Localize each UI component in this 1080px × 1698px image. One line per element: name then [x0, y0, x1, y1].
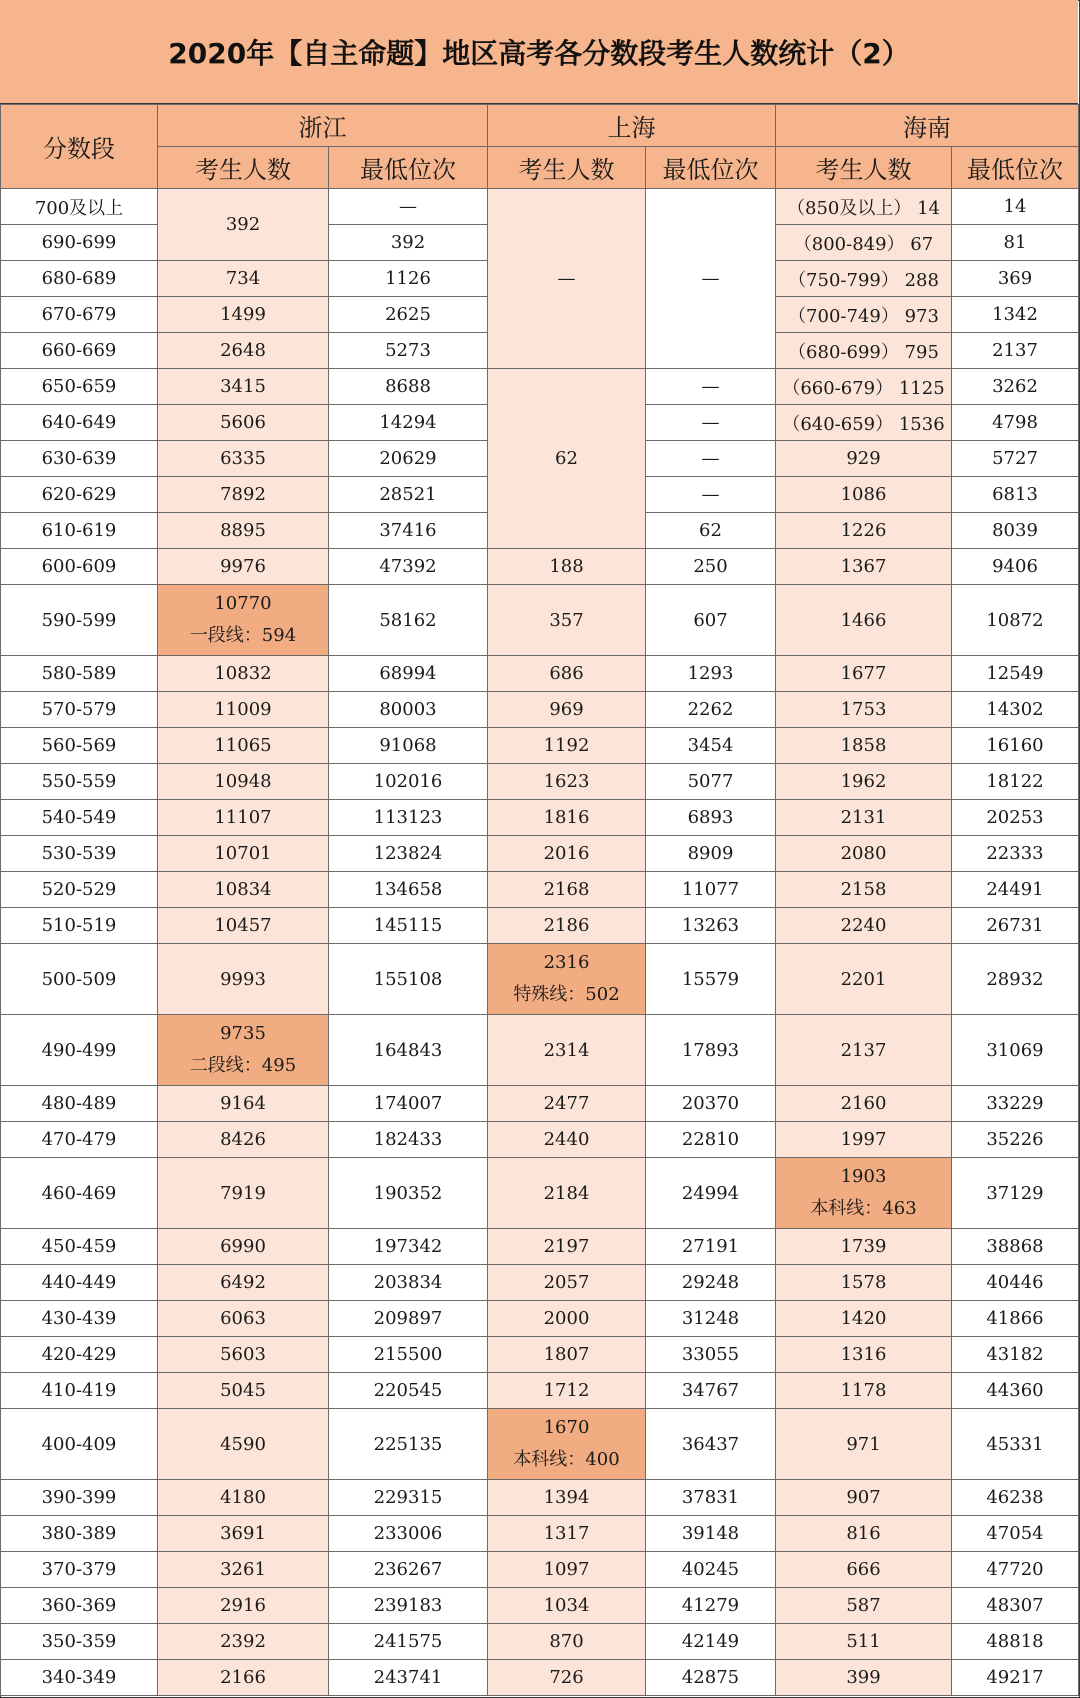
- zhejiang-rank-cell: 8688: [329, 369, 488, 405]
- zhejiang-count-cell: 8426: [158, 1122, 329, 1158]
- hainan-count-cell: 511: [776, 1624, 952, 1660]
- shanghai-rank-cell: 31248: [646, 1301, 776, 1337]
- segment-cell: 360-369: [1, 1588, 158, 1624]
- hainan-rank-cell: 45331: [952, 1409, 1079, 1480]
- hainan-count-cell: 2080: [776, 836, 952, 872]
- zhejiang-count-cell: 5045: [158, 1373, 329, 1409]
- hainan-rank-cell: 37129: [952, 1158, 1079, 1229]
- table-row: [1, 1337, 1079, 1373]
- shanghai-count-cell: 188: [488, 549, 646, 585]
- shanghai-count-cell: 2197: [488, 1229, 646, 1265]
- shanghai-rank-cell: 37831: [646, 1480, 776, 1516]
- shanghai-rank-cell: 34767: [646, 1373, 776, 1409]
- segment-cell: 380-389: [1, 1516, 158, 1552]
- hainan-count-cell: 1677: [776, 656, 952, 692]
- cutoff-line-note: 一段线：594: [189, 625, 297, 646]
- shanghai-rank-cell: 17893: [646, 1015, 776, 1086]
- zhejiang-rank-cell: 91068: [329, 728, 488, 764]
- hainan-rank-cell: 20253: [952, 800, 1079, 836]
- segment-cell: 680-689: [1, 261, 158, 297]
- segment-cell: 590-599: [1, 585, 158, 656]
- shanghai-rank-cell: 20370: [646, 1086, 776, 1122]
- zhejiang-rank-cell: 47392: [329, 549, 488, 585]
- zhejiang-count-cell: 3415: [158, 369, 329, 405]
- hainan-rank-cell: 6813: [952, 477, 1079, 513]
- zhejiang-count-cell: 9164: [158, 1086, 329, 1122]
- hainan-count-cell: [776, 1158, 952, 1229]
- zhejiang-rank-cell: 220545: [329, 1373, 488, 1409]
- zhejiang-rank-cell: 203834: [329, 1265, 488, 1301]
- table-row: [1, 1015, 1079, 1086]
- col-header-shanghai-count: 考生人数: [488, 147, 646, 189]
- col-header-hainan: 海南: [776, 105, 1079, 147]
- shanghai-count-cell: 1034: [488, 1588, 646, 1624]
- col-header-segment: 分数段: [1, 105, 158, 189]
- hainan-rank-cell: 4798: [952, 405, 1079, 441]
- zhejiang-count-cell: 2392: [158, 1624, 329, 1660]
- hainan-count-cell: 1578: [776, 1265, 952, 1301]
- segment-cell: 700及以上: [1, 189, 158, 225]
- zhejiang-count-cell: 10457: [158, 908, 329, 944]
- zhejiang-rank-cell: 209897: [329, 1301, 488, 1337]
- segment-cell: 540-549: [1, 800, 158, 836]
- hainan-rank-cell: 44360: [952, 1373, 1079, 1409]
- shanghai-rank-cell: 29248: [646, 1265, 776, 1301]
- col-header-shanghai: 上海: [488, 105, 776, 147]
- zhejiang-count-cell: 734: [158, 261, 329, 297]
- cutoff-line-note: 本科线：463: [810, 1198, 917, 1219]
- zhejiang-rank-cell: 14294: [329, 405, 488, 441]
- zhejiang-rank-cell: 145115: [329, 908, 488, 944]
- shanghai-rank-cell: 11077: [646, 872, 776, 908]
- shanghai-count-cell: 2314: [488, 1015, 646, 1086]
- table-row: [1, 764, 1079, 800]
- hainan-rank-cell: 369: [952, 261, 1079, 297]
- zhejiang-rank-cell: 20629: [329, 441, 488, 477]
- segment-cell: 600-609: [1, 549, 158, 585]
- segment-cell: 560-569: [1, 728, 158, 764]
- col-header-zhejiang-count: 考生人数: [158, 147, 329, 189]
- hainan-count-cell: 1420: [776, 1301, 952, 1337]
- zhejiang-count-cell: 10832: [158, 656, 329, 692]
- zhejiang-count-cell: 8895: [158, 513, 329, 549]
- shanghai-count-cell: [488, 1409, 646, 1480]
- hainan-count-cell: 587: [776, 1588, 952, 1624]
- zhejiang-count-cell: 1499: [158, 297, 329, 333]
- zhejiang-count-cell: 6335: [158, 441, 329, 477]
- hainan-count-cell: 929: [776, 441, 952, 477]
- zhejiang-rank-cell: 1126: [329, 261, 488, 297]
- hainan-rank-cell: 14: [952, 189, 1079, 225]
- hainan-rank-cell: 28932: [952, 944, 1079, 1015]
- zhejiang-count-cell: 10701: [158, 836, 329, 872]
- hainan-count-cell: 1316: [776, 1337, 952, 1373]
- zhejiang-rank-cell: 190352: [329, 1158, 488, 1229]
- zhejiang-count-cell: 11107: [158, 800, 329, 836]
- zhejiang-count-cell: 7892: [158, 477, 329, 513]
- zhejiang-count-cell: 5606: [158, 405, 329, 441]
- cell-value: 1903: [840, 1166, 887, 1187]
- cutoff-line-note: 本科线：400: [513, 1449, 620, 1470]
- segment-cell: 450-459: [1, 1229, 158, 1265]
- hainan-count-cell: 2137: [776, 1015, 952, 1086]
- zhejiang-rank-cell: 102016: [329, 764, 488, 800]
- table-row: [1, 800, 1079, 836]
- shanghai-count-cell: 1097: [488, 1552, 646, 1588]
- segment-cell: 390-399: [1, 1480, 158, 1516]
- segment-cell: 420-429: [1, 1337, 158, 1373]
- hainan-count-cell: 971: [776, 1409, 952, 1480]
- table-row: [1, 836, 1079, 872]
- segment-cell: 550-559: [1, 764, 158, 800]
- shanghai-rank-cell: 6893: [646, 800, 776, 836]
- hainan-count-cell: 1739: [776, 1229, 952, 1265]
- zhejiang-rank-cell: —: [329, 189, 488, 225]
- zhejiang-rank-cell: 243741: [329, 1660, 488, 1696]
- hainan-count-cell: 1753: [776, 692, 952, 728]
- hainan-count-cell: 2160: [776, 1086, 952, 1122]
- zhejiang-rank-cell: 392: [329, 225, 488, 261]
- col-header-zhejiang: 浙江: [158, 105, 488, 147]
- segment-cell: 690-699: [1, 225, 158, 261]
- shanghai-rank-cell: 2262: [646, 692, 776, 728]
- shanghai-rank-cell: 13263: [646, 908, 776, 944]
- shanghai-count-cell: 2477: [488, 1086, 646, 1122]
- hainan-rank-cell: 33229: [952, 1086, 1079, 1122]
- table-row: [1, 1552, 1079, 1588]
- shanghai-rank-cell: 607: [646, 585, 776, 656]
- zhejiang-count-cell: [158, 1015, 329, 1086]
- segment-cell: 650-659: [1, 369, 158, 405]
- zhejiang-rank-cell: 164843: [329, 1015, 488, 1086]
- hainan-count-cell: 399: [776, 1660, 952, 1696]
- cutoff-line-note: 特殊线：502: [513, 984, 620, 1005]
- zhejiang-count-cell: 9976: [158, 549, 329, 585]
- hainan-rank-cell: 35226: [952, 1122, 1079, 1158]
- segment-cell: 500-509: [1, 944, 158, 1015]
- shanghai-rank-cell: 42875: [646, 1660, 776, 1696]
- zhejiang-rank-cell: 123824: [329, 836, 488, 872]
- zhejiang-count-cell: 9993: [158, 944, 329, 1015]
- hainan-rank-cell: 48818: [952, 1624, 1079, 1660]
- shanghai-rank-cell: 41279: [646, 1588, 776, 1624]
- table-row: [1, 1229, 1079, 1265]
- shanghai-count-cell: [488, 944, 646, 1015]
- hainan-count-cell: 2201: [776, 944, 952, 1015]
- zhejiang-rank-cell: 182433: [329, 1122, 488, 1158]
- hainan-rank-cell: 26731: [952, 908, 1079, 944]
- table-row: [1, 1660, 1079, 1696]
- hainan-rank-cell: 49217: [952, 1660, 1079, 1696]
- score-distribution-table: [0, 104, 1079, 1696]
- hainan-count-cell: 1962: [776, 764, 952, 800]
- hainan-count-cell: 2240: [776, 908, 952, 944]
- zhejiang-count-cell: 392: [158, 189, 329, 261]
- table-row: [1, 1480, 1079, 1516]
- segment-cell: 520-529: [1, 872, 158, 908]
- table-row: [1, 1158, 1079, 1229]
- segment-cell: 460-469: [1, 1158, 158, 1229]
- shanghai-rank-cell: —: [646, 441, 776, 477]
- shanghai-rank-cell: 250: [646, 549, 776, 585]
- table-row: [1, 1624, 1079, 1660]
- shanghai-rank-cell: 1293: [646, 656, 776, 692]
- col-header-hainan-rank: 最低位次: [952, 147, 1079, 189]
- segment-cell: 630-639: [1, 441, 158, 477]
- zhejiang-count-cell: 4590: [158, 1409, 329, 1480]
- hainan-count-cell: 1466: [776, 585, 952, 656]
- segment-cell: 410-419: [1, 1373, 158, 1409]
- table-row: [1, 369, 1079, 405]
- zhejiang-rank-cell: 229315: [329, 1480, 488, 1516]
- shanghai-count-cell: 870: [488, 1624, 646, 1660]
- shanghai-rank-cell: 36437: [646, 1409, 776, 1480]
- zhejiang-rank-cell: 58162: [329, 585, 488, 656]
- segment-cell: 350-359: [1, 1624, 158, 1660]
- zhejiang-count-cell: 6492: [158, 1265, 329, 1301]
- hainan-count-cell: 1858: [776, 728, 952, 764]
- hainan-count-cell: （800-849） 67: [776, 225, 952, 261]
- zhejiang-rank-cell: 197342: [329, 1229, 488, 1265]
- shanghai-count-cell: 1317: [488, 1516, 646, 1552]
- hainan-rank-cell: 14302: [952, 692, 1079, 728]
- hainan-rank-cell: 46238: [952, 1480, 1079, 1516]
- hainan-count-cell: 816: [776, 1516, 952, 1552]
- segment-cell: 580-589: [1, 656, 158, 692]
- hainan-count-cell: 666: [776, 1552, 952, 1588]
- shanghai-count-cell: 2016: [488, 836, 646, 872]
- shanghai-rank-cell: 27191: [646, 1229, 776, 1265]
- segment-cell: 610-619: [1, 513, 158, 549]
- zhejiang-rank-cell: 155108: [329, 944, 488, 1015]
- table-row: [1, 1265, 1079, 1301]
- col-header-hainan-count: 考生人数: [776, 147, 952, 189]
- hainan-rank-cell: 2137: [952, 333, 1079, 369]
- zhejiang-rank-cell: 241575: [329, 1624, 488, 1660]
- hainan-count-cell: 1367: [776, 549, 952, 585]
- table-row: [1, 189, 1079, 225]
- zhejiang-rank-cell: 215500: [329, 1337, 488, 1373]
- zhejiang-count-cell: 3691: [158, 1516, 329, 1552]
- cell-value: 1670: [543, 1417, 590, 1438]
- shanghai-rank-cell: —: [646, 477, 776, 513]
- shanghai-rank-cell: 40245: [646, 1552, 776, 1588]
- segment-cell: 640-649: [1, 405, 158, 441]
- hainan-rank-cell: 41866: [952, 1301, 1079, 1337]
- segment-cell: 470-479: [1, 1122, 158, 1158]
- hainan-count-cell: （680-699） 795: [776, 333, 952, 369]
- hainan-count-cell: 2131: [776, 800, 952, 836]
- zhejiang-count-cell: 2648: [158, 333, 329, 369]
- shanghai-count-cell: 2186: [488, 908, 646, 944]
- shanghai-rank-cell: 5077: [646, 764, 776, 800]
- segment-cell: 620-629: [1, 477, 158, 513]
- hainan-rank-cell: 3262: [952, 369, 1079, 405]
- zhejiang-rank-cell: 5273: [329, 333, 488, 369]
- hainan-count-cell: （640-659） 1536: [776, 405, 952, 441]
- cell-value: 9735: [220, 1023, 266, 1044]
- zhejiang-rank-cell: 236267: [329, 1552, 488, 1588]
- shanghai-count-cell: 1816: [488, 800, 646, 836]
- zhejiang-count-cell: 4180: [158, 1480, 329, 1516]
- hainan-rank-cell: 47720: [952, 1552, 1079, 1588]
- zhejiang-rank-cell: 225135: [329, 1409, 488, 1480]
- hainan-rank-cell: 9406: [952, 549, 1079, 585]
- hainan-rank-cell: 47054: [952, 1516, 1079, 1552]
- shanghai-rank-cell: —: [646, 189, 776, 369]
- zhejiang-count-cell: 2916: [158, 1588, 329, 1624]
- page-title: 2020年【自主命题】地区高考各分数段考生人数统计（2）: [0, 0, 1078, 104]
- hainan-count-cell: （660-679） 1125: [776, 369, 952, 405]
- zhejiang-count-cell: 3261: [158, 1552, 329, 1588]
- hainan-count-cell: 1997: [776, 1122, 952, 1158]
- shanghai-count-cell: 1623: [488, 764, 646, 800]
- table-row: [1, 1301, 1079, 1337]
- zhejiang-rank-cell: 233006: [329, 1516, 488, 1552]
- zhejiang-count-cell: 5603: [158, 1337, 329, 1373]
- table-row: [1, 585, 1079, 656]
- zhejiang-rank-cell: 37416: [329, 513, 488, 549]
- shanghai-count-cell: 1712: [488, 1373, 646, 1409]
- hainan-rank-cell: 5727: [952, 441, 1079, 477]
- shanghai-rank-cell: 15579: [646, 944, 776, 1015]
- zhejiang-rank-cell: 2625: [329, 297, 488, 333]
- shanghai-rank-cell: 39148: [646, 1516, 776, 1552]
- shanghai-count-cell: 1394: [488, 1480, 646, 1516]
- table-row: [1, 872, 1079, 908]
- shanghai-rank-cell: 22810: [646, 1122, 776, 1158]
- table-row: [1, 1588, 1079, 1624]
- hainan-rank-cell: 24491: [952, 872, 1079, 908]
- zhejiang-count-cell: 11065: [158, 728, 329, 764]
- shanghai-count-cell: 2440: [488, 1122, 646, 1158]
- col-header-zhejiang-rank: 最低位次: [329, 147, 488, 189]
- hainan-rank-cell: 16160: [952, 728, 1079, 764]
- shanghai-rank-cell: —: [646, 405, 776, 441]
- table-row: [1, 692, 1079, 728]
- hainan-rank-cell: 18122: [952, 764, 1079, 800]
- shanghai-count-cell: 969: [488, 692, 646, 728]
- table-row: [1, 1409, 1079, 1480]
- zhejiang-count-cell: [158, 585, 329, 656]
- zhejiang-rank-cell: 113123: [329, 800, 488, 836]
- hainan-rank-cell: 10872: [952, 585, 1079, 656]
- zhejiang-rank-cell: 80003: [329, 692, 488, 728]
- segment-cell: 430-439: [1, 1301, 158, 1337]
- segment-cell: 570-579: [1, 692, 158, 728]
- table-row: [1, 944, 1079, 1015]
- shanghai-count-cell: 2184: [488, 1158, 646, 1229]
- hainan-count-cell: 1226: [776, 513, 952, 549]
- hainan-count-cell: 2158: [776, 872, 952, 908]
- segment-cell: 370-379: [1, 1552, 158, 1588]
- shanghai-count-cell: —: [488, 189, 646, 369]
- table-row: [1, 1122, 1079, 1158]
- zhejiang-rank-cell: 174007: [329, 1086, 488, 1122]
- segment-cell: 440-449: [1, 1265, 158, 1301]
- shanghai-rank-cell: 42149: [646, 1624, 776, 1660]
- shanghai-rank-cell: 8909: [646, 836, 776, 872]
- hainan-rank-cell: 22333: [952, 836, 1079, 872]
- cell-value: 10770: [214, 593, 272, 614]
- hainan-rank-cell: 81: [952, 225, 1079, 261]
- hainan-rank-cell: 40446: [952, 1265, 1079, 1301]
- table-row: [1, 656, 1079, 692]
- table-row: [1, 908, 1079, 944]
- shanghai-count-cell: 62: [488, 369, 646, 549]
- segment-cell: 530-539: [1, 836, 158, 872]
- zhejiang-rank-cell: 134658: [329, 872, 488, 908]
- zhejiang-count-cell: 10948: [158, 764, 329, 800]
- shanghai-rank-cell: 3454: [646, 728, 776, 764]
- zhejiang-count-cell: 6990: [158, 1229, 329, 1265]
- cutoff-line-note: 二段线：495: [189, 1055, 297, 1076]
- zhejiang-count-cell: 7919: [158, 1158, 329, 1229]
- hainan-rank-cell: 48307: [952, 1588, 1079, 1624]
- hainan-count-cell: 1086: [776, 477, 952, 513]
- shanghai-count-cell: 2057: [488, 1265, 646, 1301]
- table-row: [1, 1516, 1079, 1552]
- hainan-count-cell: （750-799） 288: [776, 261, 952, 297]
- shanghai-count-cell: 686: [488, 656, 646, 692]
- zhejiang-count-cell: 6063: [158, 1301, 329, 1337]
- zhejiang-rank-cell: 68994: [329, 656, 488, 692]
- segment-cell: 670-679: [1, 297, 158, 333]
- hainan-rank-cell: 8039: [952, 513, 1079, 549]
- segment-cell: 490-499: [1, 1015, 158, 1086]
- table-row: [1, 1086, 1079, 1122]
- hainan-rank-cell: 12549: [952, 656, 1079, 692]
- hainan-count-cell: 1178: [776, 1373, 952, 1409]
- col-header-shanghai-rank: 最低位次: [646, 147, 776, 189]
- segment-cell: 340-349: [1, 1660, 158, 1696]
- hainan-count-cell: （700-749） 973: [776, 297, 952, 333]
- zhejiang-count-cell: 10834: [158, 872, 329, 908]
- segment-cell: 660-669: [1, 333, 158, 369]
- cell-value: 2316: [543, 952, 590, 973]
- zhejiang-rank-cell: 239183: [329, 1588, 488, 1624]
- shanghai-rank-cell: 62: [646, 513, 776, 549]
- table-row: [1, 1373, 1079, 1409]
- shanghai-count-cell: 357: [488, 585, 646, 656]
- shanghai-rank-cell: —: [646, 369, 776, 405]
- table-row: [1, 728, 1079, 764]
- hainan-rank-cell: 38868: [952, 1229, 1079, 1265]
- segment-cell: 400-409: [1, 1409, 158, 1480]
- shanghai-rank-cell: 24994: [646, 1158, 776, 1229]
- zhejiang-count-cell: 2166: [158, 1660, 329, 1696]
- table-row: [1, 549, 1079, 585]
- zhejiang-count-cell: 11009: [158, 692, 329, 728]
- shanghai-count-cell: 2168: [488, 872, 646, 908]
- zhejiang-rank-cell: 28521: [329, 477, 488, 513]
- hainan-count-cell: （850及以上） 14: [776, 189, 952, 225]
- shanghai-count-cell: 2000: [488, 1301, 646, 1337]
- segment-cell: 510-519: [1, 908, 158, 944]
- shanghai-rank-cell: 33055: [646, 1337, 776, 1373]
- hainan-rank-cell: 31069: [952, 1015, 1079, 1086]
- shanghai-count-cell: 1807: [488, 1337, 646, 1373]
- shanghai-count-cell: 1192: [488, 728, 646, 764]
- hainan-rank-cell: 43182: [952, 1337, 1079, 1373]
- hainan-rank-cell: 1342: [952, 297, 1079, 333]
- hainan-count-cell: 907: [776, 1480, 952, 1516]
- segment-cell: 480-489: [1, 1086, 158, 1122]
- shanghai-count-cell: 726: [488, 1660, 646, 1696]
